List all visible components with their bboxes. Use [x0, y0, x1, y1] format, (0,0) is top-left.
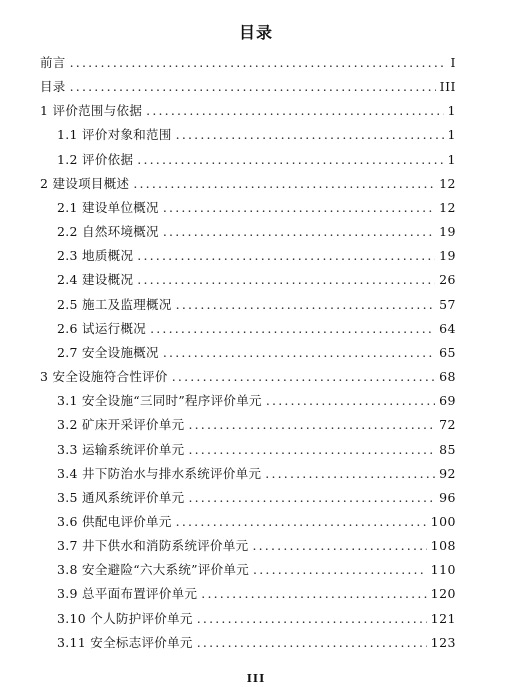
toc-entry-label: 1.1 评价对象和范围 — [57, 127, 172, 143]
toc-entry-label: 3.3 运输系统评价单元 — [57, 441, 185, 457]
toc-entry[interactable] — [40, 196, 456, 220]
toc-entry-label: 3.5 通风系统评价单元 — [57, 489, 185, 505]
toc-entry[interactable] — [40, 462, 456, 486]
toc-entry-label: 3.9 总平面布置评价单元 — [57, 586, 198, 602]
toc-entry-label: 前言 — [40, 55, 66, 70]
toc-entry-label: 3.2 矿床开采评价单元 — [57, 417, 185, 433]
toc-entry-page: 12 — [439, 199, 456, 215]
toc-dot-leader — [70, 75, 436, 99]
toc-entry[interactable] — [40, 268, 456, 292]
toc-dot-leader — [188, 486, 435, 510]
toc-dot-leader — [163, 220, 435, 244]
toc-entry[interactable] — [40, 220, 456, 244]
toc-entry[interactable] — [40, 172, 456, 196]
toc-entry[interactable] — [40, 99, 456, 123]
toc-entry[interactable] — [40, 148, 456, 172]
toc-entry-label: 2.5 施工及监理概况 — [57, 296, 172, 312]
toc-dot-leader — [163, 341, 435, 365]
toc-dot-leader — [252, 534, 426, 558]
toc-dot-leader — [176, 293, 435, 317]
toc-entry-label: 1.2 评价依据 — [57, 151, 134, 167]
toc-dot-leader — [197, 607, 427, 631]
toc-entry-page: 100 — [430, 513, 456, 529]
toc-dot-leader — [188, 438, 435, 462]
toc-entry-page: 68 — [439, 369, 456, 385]
toc-entry-page: 120 — [430, 586, 456, 602]
toc-dot-leader — [266, 389, 435, 413]
page-title: 目录 — [238, 23, 273, 42]
toc-dot-leader — [201, 582, 426, 606]
toc-entry[interactable] — [40, 631, 456, 655]
toc-dot-leader — [133, 172, 435, 196]
toc-entry[interactable] — [40, 365, 456, 389]
toc-entry-page: 69 — [439, 393, 456, 409]
toc-entry-label: 2.1 建设单位概况 — [57, 199, 159, 215]
toc-entry[interactable] — [40, 389, 456, 413]
toc-entry-page: 121 — [430, 610, 456, 626]
toc-entry-page: 1 — [447, 127, 456, 143]
toc-entry[interactable] — [40, 123, 456, 147]
toc-entry[interactable] — [40, 317, 456, 341]
toc-entry-page: 85 — [439, 441, 456, 457]
toc-entry[interactable] — [40, 293, 456, 317]
toc-entry-label: 2.2 自然环境概况 — [57, 224, 159, 240]
toc-entry[interactable] — [40, 341, 456, 365]
page-number: III — [246, 672, 266, 685]
toc-entry-page: 123 — [430, 634, 456, 650]
toc-entry-label: 2.3 地质概况 — [57, 248, 134, 264]
toc-dot-leader — [70, 51, 447, 75]
toc-dot-leader — [176, 510, 427, 534]
toc-dot-leader — [137, 244, 435, 268]
toc-entry-page: 1 — [447, 151, 456, 167]
toc-dot-leader — [137, 148, 443, 172]
toc-dot-leader — [172, 365, 435, 389]
table-of-contents — [40, 51, 456, 655]
toc-dot-leader — [265, 462, 435, 486]
toc-entry-page: 96 — [439, 489, 456, 505]
toc-entry-page: 108 — [430, 538, 456, 554]
toc-entry-label: 2.7 安全设施概况 — [57, 344, 159, 360]
toc-entry-label: 2.6 试运行概况 — [57, 320, 147, 336]
toc-entry-page: III — [439, 79, 456, 95]
toc-entry-label: 3.8 安全避险“六大系统”评价单元 — [57, 562, 250, 578]
toc-dot-leader — [253, 558, 427, 582]
toc-dot-leader — [176, 123, 444, 147]
toc-entry-label: 3.1 安全设施“三同时”程序评价单元 — [57, 393, 262, 409]
toc-entry[interactable] — [40, 438, 456, 462]
toc-entry-label: 3.10 个人防护评价单元 — [57, 610, 193, 626]
toc-dot-leader — [150, 317, 435, 341]
toc-entry-page: 12 — [439, 175, 456, 191]
toc-entry-label: 3.4 井下防治水与排水系统评价单元 — [57, 465, 262, 481]
toc-entry-label: 目录 — [40, 79, 66, 95]
toc-entry-page: 1 — [447, 103, 456, 119]
toc-entry-page: 64 — [439, 320, 456, 336]
toc-entry-label: 2 建设项目概述 — [40, 175, 130, 191]
toc-entry[interactable] — [40, 51, 456, 75]
toc-dot-leader — [137, 268, 435, 292]
toc-entry[interactable] — [40, 75, 456, 99]
toc-dot-leader — [163, 196, 435, 220]
toc-entry-page: 19 — [439, 224, 456, 240]
toc-entry-label: 3.7 井下供水和消防系统评价单元 — [57, 538, 249, 554]
toc-entry[interactable] — [40, 582, 456, 606]
toc-entry[interactable] — [40, 534, 456, 558]
toc-entry[interactable] — [40, 244, 456, 268]
toc-entry[interactable] — [40, 486, 456, 510]
toc-entry-label: 1 评价范围与依据 — [40, 103, 143, 119]
toc-entry[interactable] — [40, 413, 456, 437]
toc-entry-label: 2.4 建设概况 — [57, 272, 134, 288]
toc-entry-page: 19 — [439, 248, 456, 264]
toc-dot-leader — [146, 99, 443, 123]
toc-entry-page: 92 — [439, 465, 456, 481]
toc-entry-label: 3.11 安全标志评价单元 — [57, 634, 193, 650]
toc-entry-page: 57 — [439, 296, 456, 312]
toc-entry-page: I — [450, 55, 456, 70]
toc-entry-label: 3 安全设施符合性评价 — [40, 369, 168, 385]
toc-entry[interactable] — [40, 607, 456, 631]
toc-dot-leader — [197, 631, 427, 655]
toc-entry-page: 65 — [439, 344, 456, 360]
toc-dot-leader — [188, 413, 435, 437]
toc-entry-page: 26 — [439, 272, 456, 288]
toc-entry-label: 3.6 供配电评价单元 — [57, 513, 172, 529]
toc-entry-page: 72 — [439, 417, 456, 433]
toc-entry-page: 110 — [430, 562, 456, 578]
toc-entry[interactable] — [40, 510, 456, 534]
toc-entry[interactable] — [40, 558, 456, 582]
